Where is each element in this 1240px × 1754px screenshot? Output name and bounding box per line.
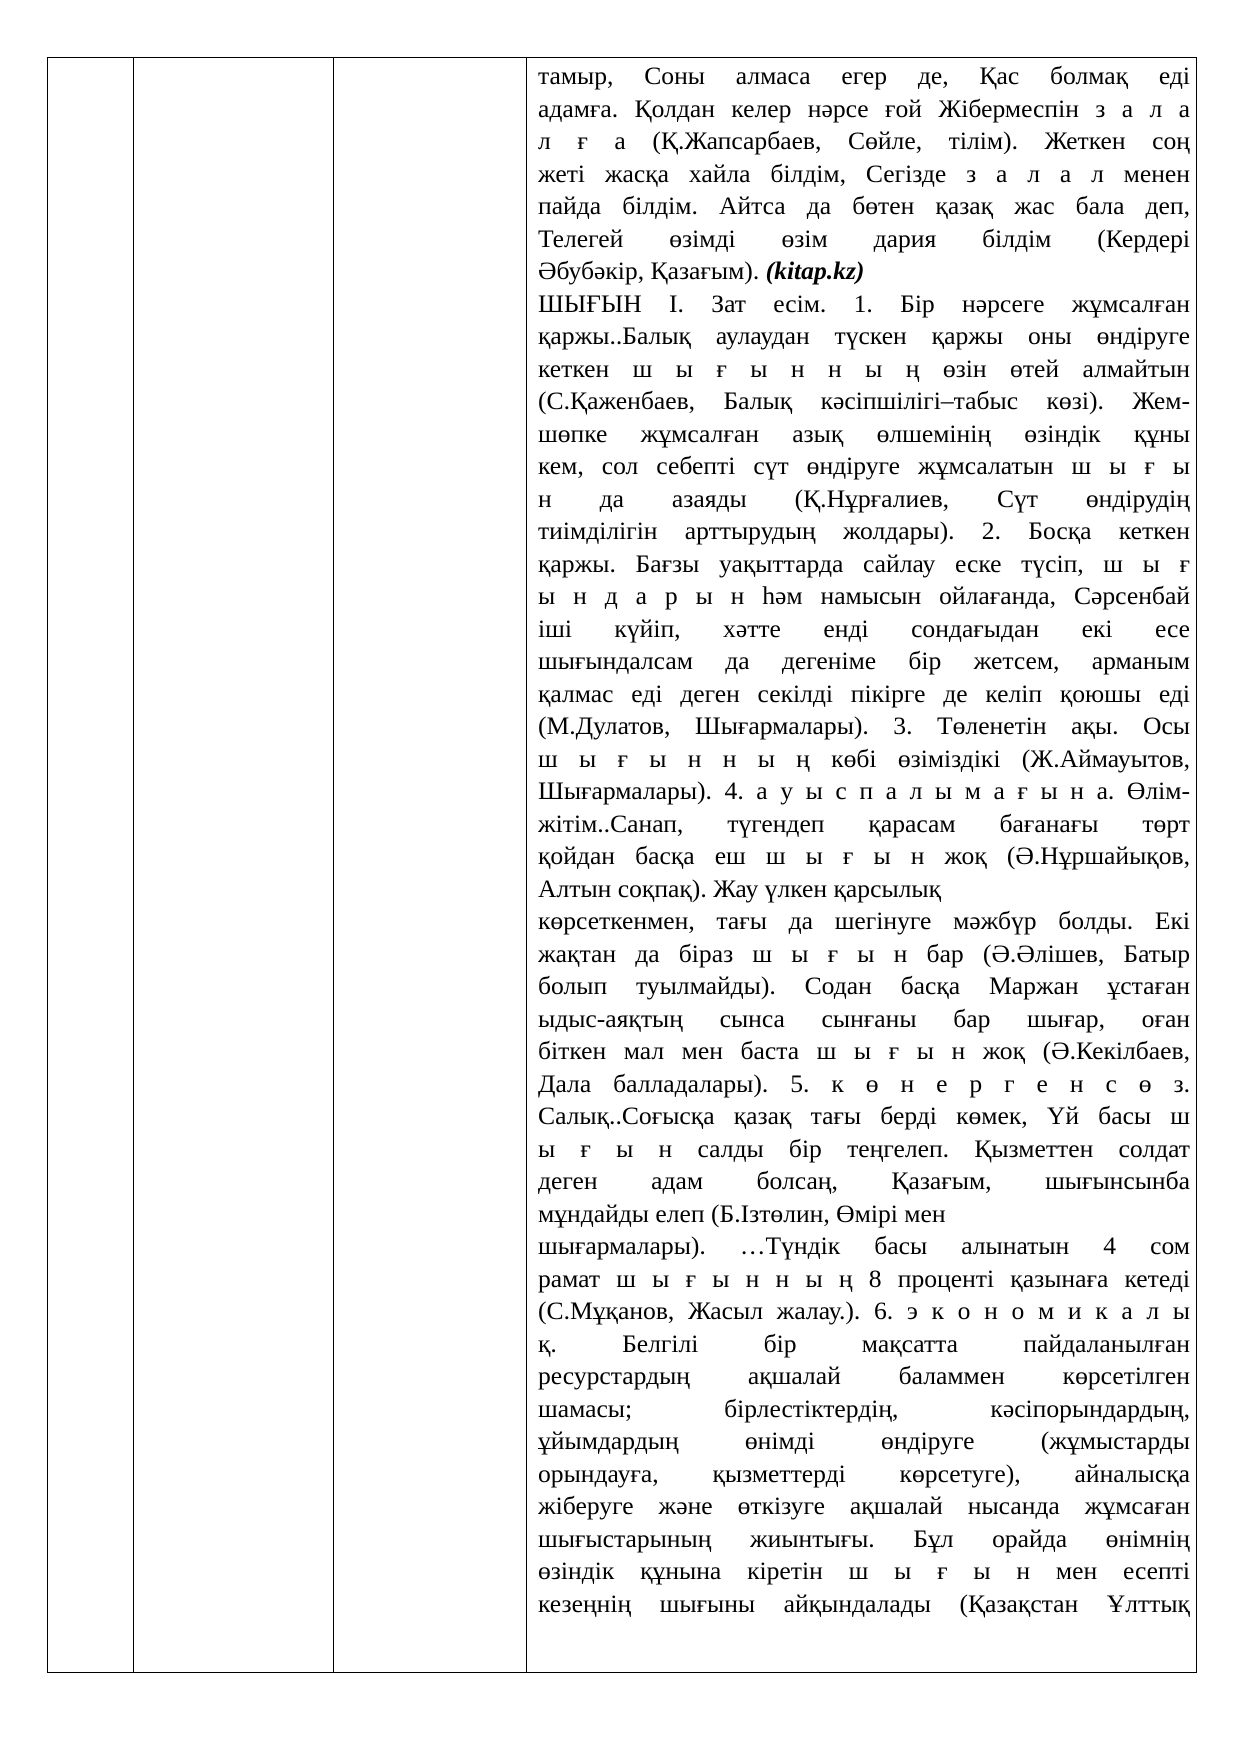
entry-line: тиімділігін арттырудың жолдары). 2. Босқа кеткен bbox=[538, 516, 1190, 545]
entry-line: н да азаяды (Қ.Нұрғалиев, Сүт өндірудің bbox=[538, 483, 1190, 513]
entry-text bbox=[527, 58, 1196, 1620]
entry-line: қаржы. Бағзы уақыттарда сайлау еске түсіп, ш ы ғ bbox=[538, 548, 1190, 578]
entry-line: жеті жасқа хайла білдім, Сегізде з а л а л менен bbox=[538, 158, 1190, 188]
entry-line: кеткен ш ы ғ ы н н ы ң өзін өтей алмайтын bbox=[538, 353, 1190, 383]
entry-line: қ. Белгілі бір мақсатта пайдаланылған bbox=[538, 1328, 1190, 1358]
entry-line: адамға. Қолдан келер нәрсе ғой Жібермеспін з а л а bbox=[538, 93, 1190, 123]
entry-line: болып туылмайды). Содан басқа Маржан ұстаған bbox=[538, 971, 1190, 1000]
table-row bbox=[48, 58, 1197, 1673]
entry-line: кем, сол себепті сүт өндіруге жұмсалатын ш ы ғ ы bbox=[538, 451, 1190, 480]
entry-line: Салық..Соғысқа қазақ тағы берді көмек, Үй басы ш bbox=[538, 1101, 1190, 1130]
entry-line: деген адам болсаң, Қазағым, шығынсынба bbox=[538, 1166, 1190, 1195]
entry-line: Алтын соқпақ). Жау үлкен қарсылық bbox=[538, 873, 942, 903]
table-cell-entry bbox=[527, 58, 1197, 1673]
entry-line: ресурстардың ақшалай баламмен көрсетілген bbox=[538, 1361, 1190, 1390]
entry-line: шамасы; бірлестіктердің, кәсіпорындардың, bbox=[538, 1393, 1190, 1423]
entry-line: жітім..Санап, түгендеп қарасам бағанағы төрт bbox=[538, 808, 1190, 838]
entry-line: Дала балладалары). 5. к ө н е р г е н с ө з. bbox=[538, 1068, 1190, 1098]
entry-line: қойдан басқа еш ш ы ғ ы н жоқ (Ә.Нұршайықов, bbox=[538, 841, 1190, 870]
entry-line: мұндайды елеп (Б.Ізтөлин, Өмірі мен bbox=[538, 1198, 946, 1228]
dictionary-table bbox=[47, 57, 1197, 1673]
entry-line: біткен мал мен баста ш ы ғ ы н жоқ (Ә.Кекілбаев, bbox=[538, 1036, 1190, 1065]
entry-line: жіберуге және өткізуге ақшалай нысанда жұмсаған bbox=[538, 1491, 1190, 1520]
entry-line: рамат ш ы ғ ы н н ы ң 8 проценті қазынаға кетеді bbox=[538, 1263, 1190, 1293]
entry-line: жақтан да біраз ш ы ғ ы н бар (Ә.Әлішев, Батыр bbox=[538, 938, 1190, 968]
entry-line: (С.Мұқанов, Жасыл жалау.). 6. э к о н о м и к а л ы bbox=[538, 1296, 1190, 1325]
table-cell-col3 bbox=[334, 58, 527, 1673]
entry-line: пайда білдім. Айтса да бөтен қазақ жас бала деп, bbox=[538, 191, 1190, 220]
entry-line: Шығармалары). 4. а у ы с п а л ы м а ғ ы н а. Өлім- bbox=[538, 776, 1190, 805]
entry-line: кезеңнің шығыны айқындалады (Қазақстан Ұлттық bbox=[538, 1588, 1190, 1618]
entry-line: ы ғ ы н салды бір теңгелеп. Қызметтен солдат bbox=[538, 1133, 1190, 1163]
entry-line: (М.Дулатов, Шығармалары). 3. Төленетін ақы. Осы bbox=[538, 711, 1190, 740]
entry-line: ШЫҒЫН I. Зат есім. 1. Бір нәрсеге жұмсалған bbox=[538, 288, 1190, 318]
entry-line: орындауға, қызметтерді көрсетуге), айналысқа bbox=[538, 1458, 1190, 1488]
entry-line: шығындалсам да дегеніме бір жетсем, арманым bbox=[538, 646, 1190, 675]
entry-line: Телегей өзімді өзім дария білдім (Кердері bbox=[538, 223, 1190, 253]
entry-line: қаржы..Балық аулаудан түскен қаржы оны өндіруге bbox=[538, 321, 1190, 350]
entry-line: тамыр, Соны алмаса егер де, Қас болмақ еді bbox=[538, 61, 1190, 90]
entry-line: ш ы ғ ы н н ы ң көбі өзіміздікі (Ж.Аймауытов, bbox=[538, 743, 1190, 773]
entry-line: іші күйіп, хәтте енді сондағыдан екі есе bbox=[538, 613, 1190, 643]
table-cell-col2 bbox=[134, 58, 334, 1673]
entry-line: ы н д а р ы н һәм намысын ойлағанда, Сәрсенбай bbox=[538, 581, 1190, 610]
entry-line: шөпке жұмсалған азық өлшемінің өзіндік құны bbox=[538, 418, 1190, 448]
entry-line: л ғ а (Қ.Жапсарбаев, Сөйле, тілім). Жеткен соң bbox=[538, 126, 1190, 155]
entry-line: ұйымдардың өнімді өндіруге (жұмыстарды bbox=[538, 1426, 1190, 1455]
entry-line: Әбубәкір, Қазағым). (kitap.kz) bbox=[538, 256, 865, 285]
entry-line: шығыстарының жиынтығы. Бұл орайда өнімнің bbox=[538, 1523, 1190, 1553]
source-citation: (kitap.kz) bbox=[765, 256, 865, 285]
entry-line: (С.Қаженбаев, Балық кәсіпшілігі–табыс көзі). Жем- bbox=[538, 386, 1190, 415]
entry-line: қалмас еді деген секілді пікірге де келіп қоюшы еді bbox=[538, 678, 1190, 708]
entry-line: шығармалары). …Түндік басы алынатын 4 сом bbox=[538, 1231, 1190, 1260]
entry-line: көрсеткенмен, тағы да шегінуге мәжбүр болды. Екі bbox=[538, 906, 1190, 935]
entry-line: өзіндік құнына кіретін ш ы ғ ы н мен есепті bbox=[538, 1556, 1190, 1585]
table-cell-col1 bbox=[48, 58, 134, 1673]
entry-line: ыдыс-аяқтың сынса сынғаны бар шығар, оған bbox=[538, 1003, 1190, 1033]
